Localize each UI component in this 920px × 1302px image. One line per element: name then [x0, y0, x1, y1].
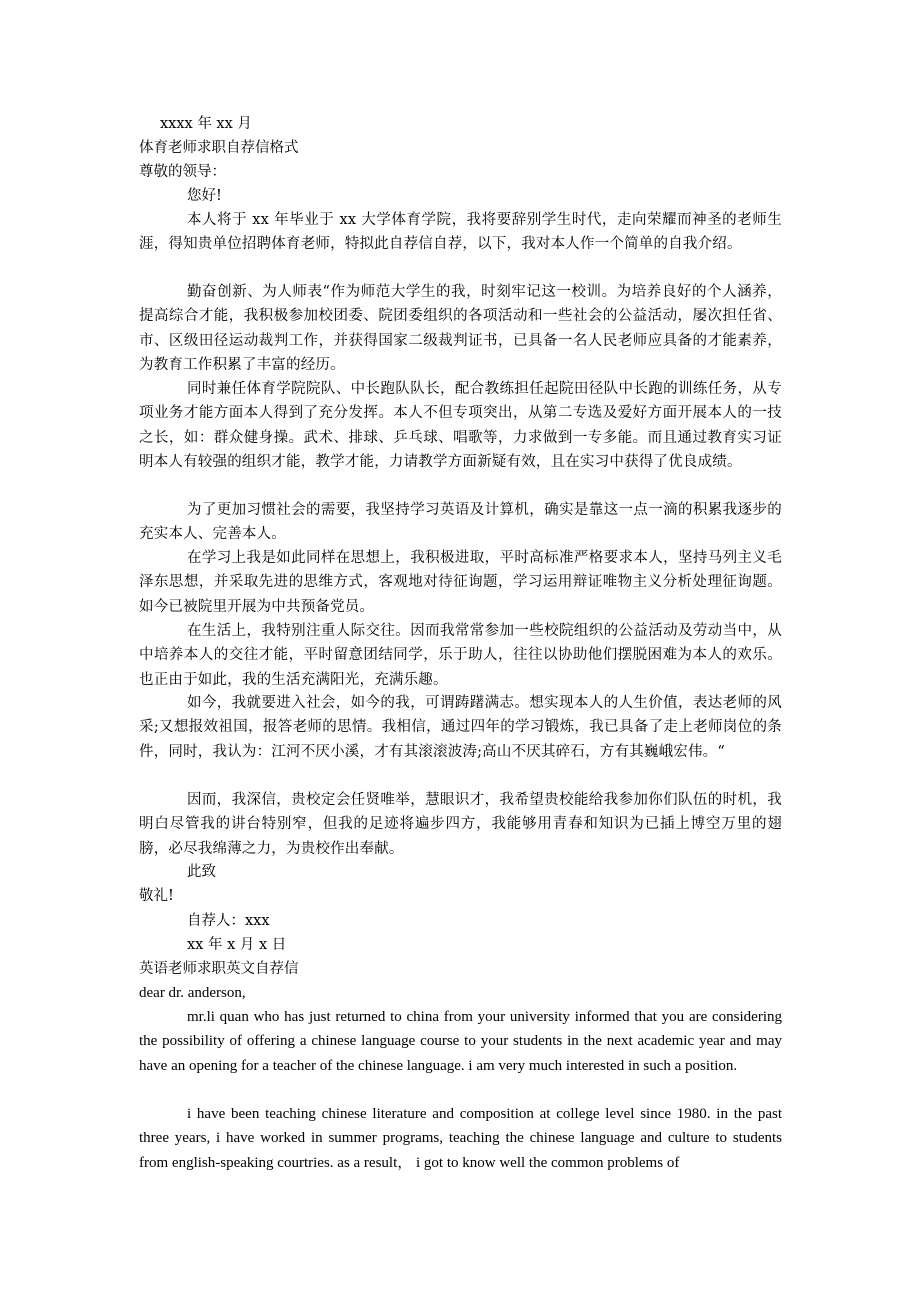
- closing: 此致: [187, 864, 216, 880]
- english-paragraph-1: mr.li quan who has just returned to china from your university informed that you are considering the possibility of offering a chinese language course to your students in the next academic year and may have an opening for a teacher of the chinese language. i am very much interested in such a position.: [139, 1009, 782, 1074]
- paragraph-study: 为了更加习惯社会的需要，我坚持学习英语及计算机，确实是靠这一点一滴的积累我逐步的充实本人、完善本人。: [139, 502, 782, 543]
- paragraph-conclusion: 因而，我深信，贵校定会任贤唯举，慧眼识才，我希望贵校能给我参加你们队伍的时机，我明白尽管我的讲台特别窄，但我的足迹将遍步四方，我能够用青春和知识为已插上博空万里的翅膀，必尽我绵薄之力，为贵校作出奉献。: [139, 792, 782, 857]
- paragraph-ambition: 如今，我就要进入社会，如今的我，可谓踌躇满志。想实现本人的人生价值，表达老师的风采;又想报效祖国，报答老师的思情。我相信，通过四年的学习锻炼，我已具备了走上老师岗位的条件，同时，我认为：江河不厌小溪，才有其滚滚波涛;高山不厌其碎石，方有其巍峨宏伟。“: [139, 695, 782, 760]
- paragraph-captain: 同时兼任体育学院院队、中长跑队队长，配合教练担任起院田径队中长跑的训练任务，从专项业务才能方面本人得到了充分发挥。本人不但专项突出，从第二专选及爱好方面开展本人的一技之长，如：群众健身操。武术、排球、乒乓球、唱歌等，力求做到一专多能。而且通过教育实习证明本人有较强的组织才能，教学才能，力请教学方面新疑有效，且在实习中获得了优良成绩。: [139, 381, 782, 470]
- greeting: 您好!: [187, 188, 222, 204]
- salutation: 尊敬的领导：: [139, 164, 226, 180]
- sign-date: xx 年 x 月 x 日: [187, 937, 287, 953]
- signer: 自荐人：xxx: [187, 913, 270, 929]
- english-letter-title: 英语老师求职英文自荐信: [139, 961, 299, 977]
- paragraph-motto: 勤奋创新、为人师表“作为师范大学生的我，时刻牢记这一校训。为培养良好的个人涵养，提高综合才能，我积极参加校团委、院团委组织的各项活动和一些社会的公益活动，屡次担任省、市、区级田径运动裁判工作，并获得国家二级裁判证书，已具备一名人民老师应具备的才能素养，为教育工作积累了丰富的经历。: [139, 284, 782, 373]
- letter-date: xxxx 年 xx 月: [160, 116, 252, 132]
- english-paragraph-2: i have been teaching chinese literature and composition at college level since 1980. in the past three years, i have worked in summer programs, teaching the chinese language and culture to students from english-speaking courtries. as a result， i got to know well the common problems of: [139, 1106, 782, 1171]
- regards: 敬礼!: [139, 888, 174, 904]
- letter-title: 体育老师求职自荐信格式: [139, 140, 299, 156]
- paragraph-thought: 在学习上我是如此同样在思想上，我积极进取，平时高标准严格要求本人，坚持马列主义毛泽东思想，并采取先进的思维方式，客观地对待征询题，学习运用辩证唯物主义分析处理征询题。如今已被院里开展为中共预备党员。: [139, 550, 782, 615]
- paragraph-life: 在生活上，我特别注重人际交往。因而我常常参加一些校院组织的公益活动及劳动当中，从中培养本人的交往才能，平时留意团结同学，乐于助人，往往以协助他们摆脱困难为本人的欢乐。也正由于如此，我的生活充满阳光，充满乐趣。: [139, 623, 782, 688]
- paragraph-intro: 本人将于 xx 年毕业于 xx 大学体育学院，我将要辞别学生时代，走向荣耀而神圣的老师生涯，得知贵单位招聘体育老师，特拟此自荐信自荐，以下，我对本人作一个简单的自我介绍。: [139, 212, 782, 253]
- english-salutation: dear dr. anderson,: [139, 985, 246, 1001]
